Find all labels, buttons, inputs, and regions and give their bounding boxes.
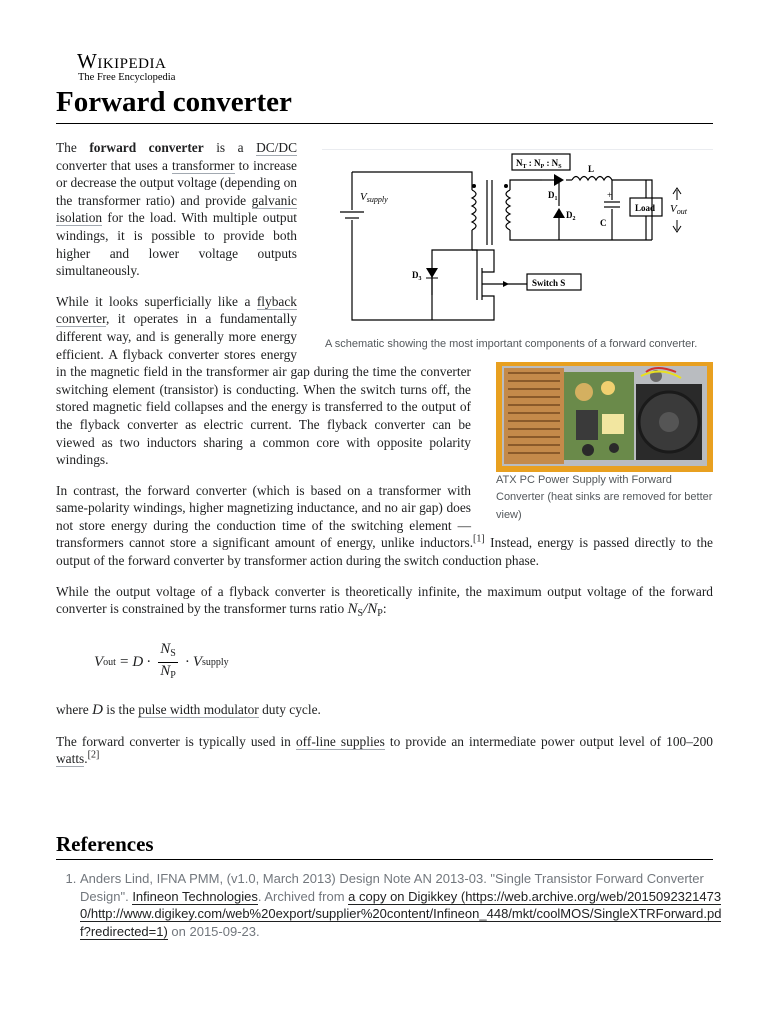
link-off-line-supplies[interactable]: off-line supplies [295,733,385,749]
citation-1[interactable]: [1] [473,534,485,545]
link-pulse-width-modulator[interactable]: pulse width modulator [138,702,259,718]
references-heading: References [56,832,154,856]
link-transformer[interactable]: transformer [172,157,235,173]
logo-tagline: The Free Encyclopedia [78,72,176,83]
paragraph-flyback-comparison: While it looks superficially like a flyback converter, it operates in a fundamentally different way, and is generally more energy efficient. A flyback converter stores energy in the magnetic field in the transformer air gap during the time the converter switching element (transistor) is conducting. When the switch turns off, the stored magnetic field collapses and the energy is transferred to the output of the flyback converter as electric current. The flyback converter can be viewed as two inductors sharing a common core with opposite polarity windings. [56,293,471,468]
citation-2[interactable]: [2] [87,749,100,761]
label-vout: Vout [670,203,687,216]
wikipedia-logo[interactable] [77,50,175,84]
atx-photo-caption: ATX PC Power Supply with Forward Converter (heat sinks are removed for better view) [496,473,713,521]
logo-wordmark: Wikipedia [77,49,167,73]
formula-fraction: $\frac{N_S}{N_P}$ [160,640,176,682]
label-d3: $D_3$ [412,270,422,282]
label-d1: $D_1$ [548,190,558,202]
link-galvanic-isolation[interactable]: galvanic isolation [56,192,297,226]
label-capacitor: C [600,218,607,228]
link-infineon[interactable]: Infineon Technologies [132,888,258,904]
atx-power-supply-photo[interactable] [496,362,713,472]
link-watts[interactable]: watts [56,751,85,767]
atx-photo-figure [496,362,713,525]
paragraph-intro: The forward converter is a DC/DC converter that uses a transformer to increase or decrease the output voltage (depending on the transformer ratio) and provide galvanic isolation for the load. With multiple output windings, it is possible to provide both higher and lower voltage outputs simultaneously. [56,140,298,279]
output-voltage-formula: V out = D · $\frac{N_S}{N_P}$ · V supply [94,641,713,685]
link-archive-copy[interactable]: a copy on Digikkey (https://web.archive.org/web/20150923214730/http://www.digikey.com/web%20export/supplier%20content/Infineon_448/mkt/coolMOS/SingleXTRForward.pdf?redirected=1) [80,888,722,939]
forward-converter-schematic[interactable] [322,149,713,336]
label-vsupply: Vsupply [360,191,388,204]
page-title: Forward converter [56,86,292,118]
svg-text:+: + [607,190,613,200]
label-inductor: L [588,164,595,174]
label-load: Load [635,203,656,213]
paragraph-usage: The forward converter is typically used in off-line supplies to provide an intermediate power output level of 100–200 watts.[2] [56,733,714,767]
label-d2: $D_2$ [566,210,576,222]
label-turns-ratio: $N_T$ : $N_P$ : $N_S$ [516,158,562,170]
references-list [62,870,730,940]
link-flyback-converter[interactable]: flyback converter [56,293,297,327]
turns-ratio-math: $N_S/N_P$ [347,601,383,620]
reference-item: 1. Anders Lind, IFNA PMM, (v1.0, March 2013) Design Note AN 2013-03. "Single Transistor Forward Converter Design". Infineon Technologies. Archived from a copy on Digikkey (https://web.archive.org/web/20150923214730/http://www.digikey.com/web%20export/supplier%20content/Infineon_448/mkt/coolMOS/SingleXTRForward.pdf?redirected=1) on 2015-09-23. [80,870,730,940]
paragraph-output-voltage: While the output voltage of a flyback converter is theoretically infinite, the maximum output voltage of the forward converter is constrained by the transformer turns ratio $N_S/N_P$: [56,583,713,620]
title-divider [56,123,713,124]
schematic-caption: A schematic showing the most important components of a forward converter. [325,338,698,350]
schematic-figure [322,149,713,354]
label-switch: Switch S [532,278,566,288]
references-divider [56,859,713,860]
link-dc-dc[interactable]: DC/DC [256,140,298,155]
article-body [56,139,713,781]
paragraph-contrast: In contrast, the forward converter (which is based on a transformer with same-polarity windings, higher magnetizing inductance, and no air gap) does not store energy during the conduction time of the switching element — transformers cannot store a significant amount of energy, unlike inductors.[1] Instead, energy is passed directly to the output of the forward converter by transformer action during the switch conduction phase. [56,482,713,569]
paragraph-duty-cycle: where D is the pulse width modulator duty cycle. [56,702,321,719]
